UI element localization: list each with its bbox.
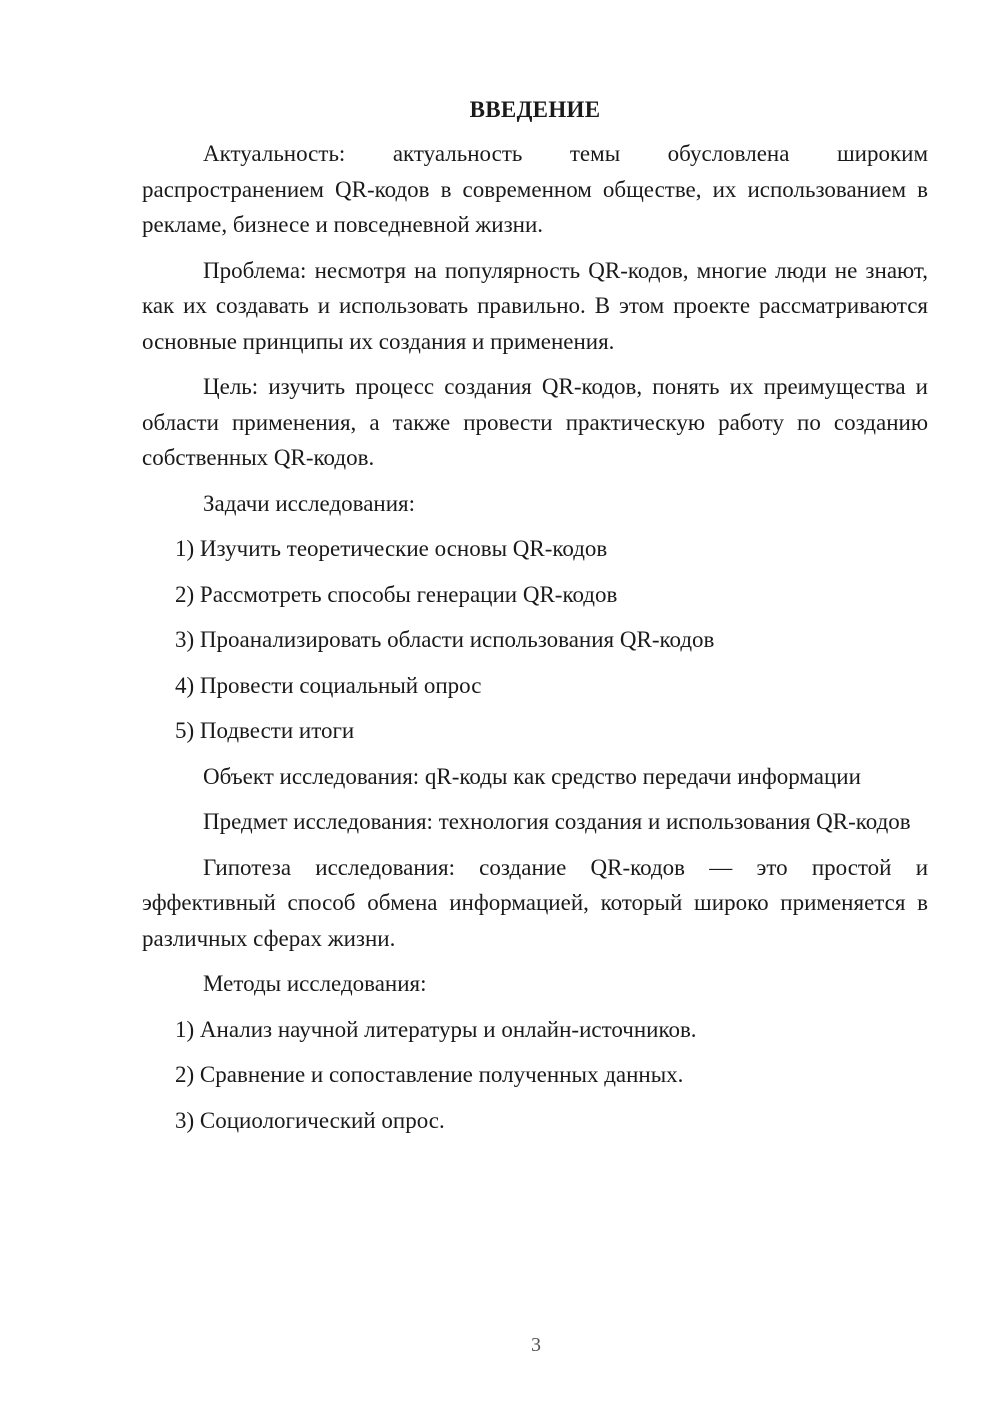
task-item: 3) Проанализировать области использования QR-кодов xyxy=(175,627,715,652)
tasks-title: Задачи исследования: xyxy=(203,490,416,516)
research-object: Объект исследования: qR-коды как средство передачи информации xyxy=(203,763,861,789)
task-item: 4) Провести социальный опрос xyxy=(175,672,482,698)
research-hypothesis: Гипотеза исследования: создание QR-кодов — это простой и эффективный способ обмена информацией, который широко применяется в различных сферах жизни. xyxy=(142,854,928,951)
goal-paragraph: Цель: изучить процесс создания QR-кодов, понять их преимущества и области применения, а также провести практическую работу по созданию собственных QR-кодов. xyxy=(142,374,928,470)
relevance-paragraph: Актуальность: актуальность темы обусловлена широким распространением QR-кодов в современном обществе, их использованием в рекламе, бизнесе и повседневной жизни. xyxy=(142,141,928,237)
task-item: 2) Рассмотреть способы генерации QR-кодов xyxy=(175,581,618,607)
section-heading: ВВЕДЕНИЕ xyxy=(469,97,601,122)
method-item: 3) Социологический опрос. xyxy=(175,1107,445,1133)
page-number: 3 xyxy=(531,1334,541,1356)
methods-title: Методы исследования: xyxy=(203,971,427,996)
task-item: 1) Изучить теоретические основы QR-кодов xyxy=(175,536,608,561)
method-item: 1) Анализ научной литературы и онлайн-источников. xyxy=(175,1016,697,1042)
task-item: 5) Подвести итоги xyxy=(175,718,355,743)
problem-paragraph: Проблема: несмотря на популярность QR-кодов, многие люди не знают, как их создавать и использовать правильно. В этом проекте рассматриваются основные принципы их создания и применения. xyxy=(142,257,928,354)
research-subject: Предмет исследования: технология создания и использования QR-кодов xyxy=(203,809,911,834)
method-item: 2) Сравнение и сопоставление полученных данных. xyxy=(175,1062,684,1087)
document-page xyxy=(142,92,928,1148)
